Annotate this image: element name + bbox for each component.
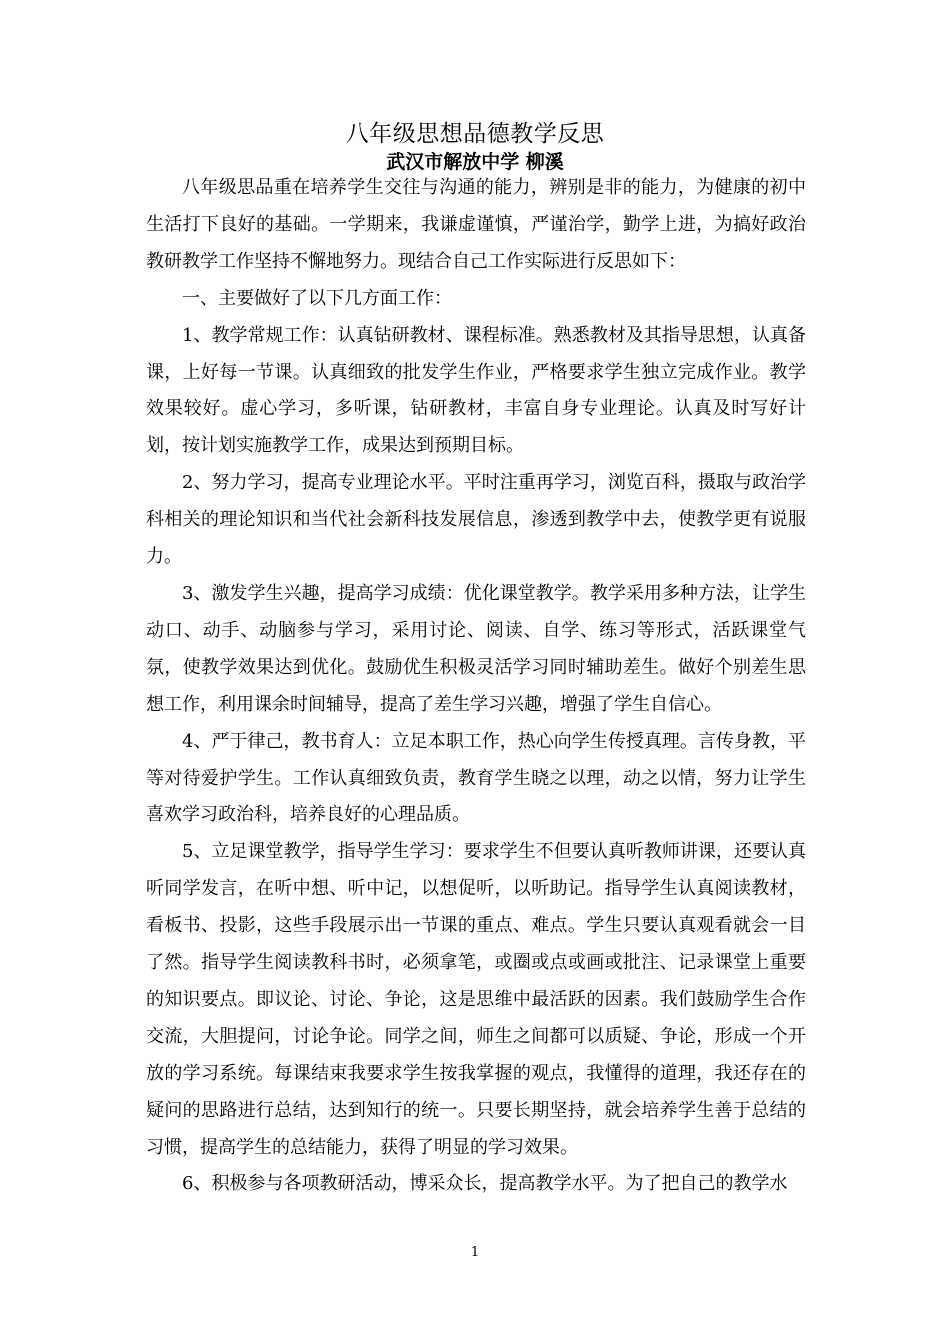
page-number: 1: [470, 1245, 480, 1260]
paragraph-item-5: 5、立足课堂教学，指导学生学习：要求学生不但要认真听教师讲课，还要认真听同学发言，在听中想、听中记，以想促听，以听助记。指导学生认真阅读教材，看板书、投影，这些手段展示出一节课的重点、难点。学生只要认真观看就会一目了然。指导学生阅读教科书时，必须拿笔，或圈或点或画或批注、记录课堂上重要的知识要点。即议论、讨论、争论，这是思维中最活跃的因素。我们鼓励学生合作交流，大胆提问，讨论争论。同学之间，师生之间都可以质疑、争论，形成一个开放的学习系统。每课结束我要求学生按我掌握的观点，我懂得的道理，我还存在的疑问的思路进行总结，达到知行的统一。只要长期坚持，就会培养学生善于总结的习惯，提高学生的总结能力，获得了明显的学习效果。: [146, 841, 806, 1158]
paragraph-item-6: 6、积极参与各项教研活动，博采众长，提高教学水平。为了把自己的教学水: [182, 1173, 788, 1195]
paragraph-intro: 八年级思品重在培养学生交往与沟通的能力，辨别是非的能力，为健康的初中生活打下良好的基础。一学期来，我谦虚谨慎，严谨治学，勤学上进，为搞好政治教研教学工作坚持不懈地努力。现结合自己工作实际进行反思如下：: [146, 177, 806, 272]
paragraph-item-1: 1、教学常规工作：认真钻研教材、课程标准。熟悉教材及其指导思想，认真备课，上好每一节课。认真细致的批发学生作业，严格要求学生独立完成作业。教学效果较好。虚心学习，多听课，钻研教材，丰富自身专业理论。认真及时写好计划，按计划实施教学工作，成果达到预期目标。: [146, 324, 806, 457]
paragraph-item-2: 2、努力学习，提高专业理论水平。平时注重再学习，浏览百科，摄取与政治学科相关的理论知识和当代社会新科技发展信息，渗透到教学中去，使教学更有说服力。: [146, 472, 806, 568]
document-title: 八年级思想品德教学反思: [345, 121, 605, 147]
paragraph-item-3: 3、激发学生兴趣，提高学习成绩：优化课堂教学。教学采用多种方法，让学生动口、动手、动脑参与学习，采用讨论、阅读、自学、练习等形式，活跃课堂气氛，使教学效果达到优化。鼓励优生积极灵活学习同时辅助差生。做好个别差生思想工作，利用课余时间辅导，提高了差生学习兴趣，增强了学生自信心。: [146, 582, 806, 715]
document-body: [146, 170, 806, 1203]
author-line: 武汉市解放中学 柳溪: [386, 151, 564, 173]
section-heading: 一、主要做好了以下几方面工作：: [182, 287, 452, 309]
paragraph-item-4: 4、严于律己，教书育人：立足本职工作，热心向学生传授真理。言传身教，平等对待爱护学生。工作认真细致负责，教育学生晓之以理，动之以情，努力让学生喜欢学习政治科，培养良好的心理品质。: [146, 730, 806, 826]
